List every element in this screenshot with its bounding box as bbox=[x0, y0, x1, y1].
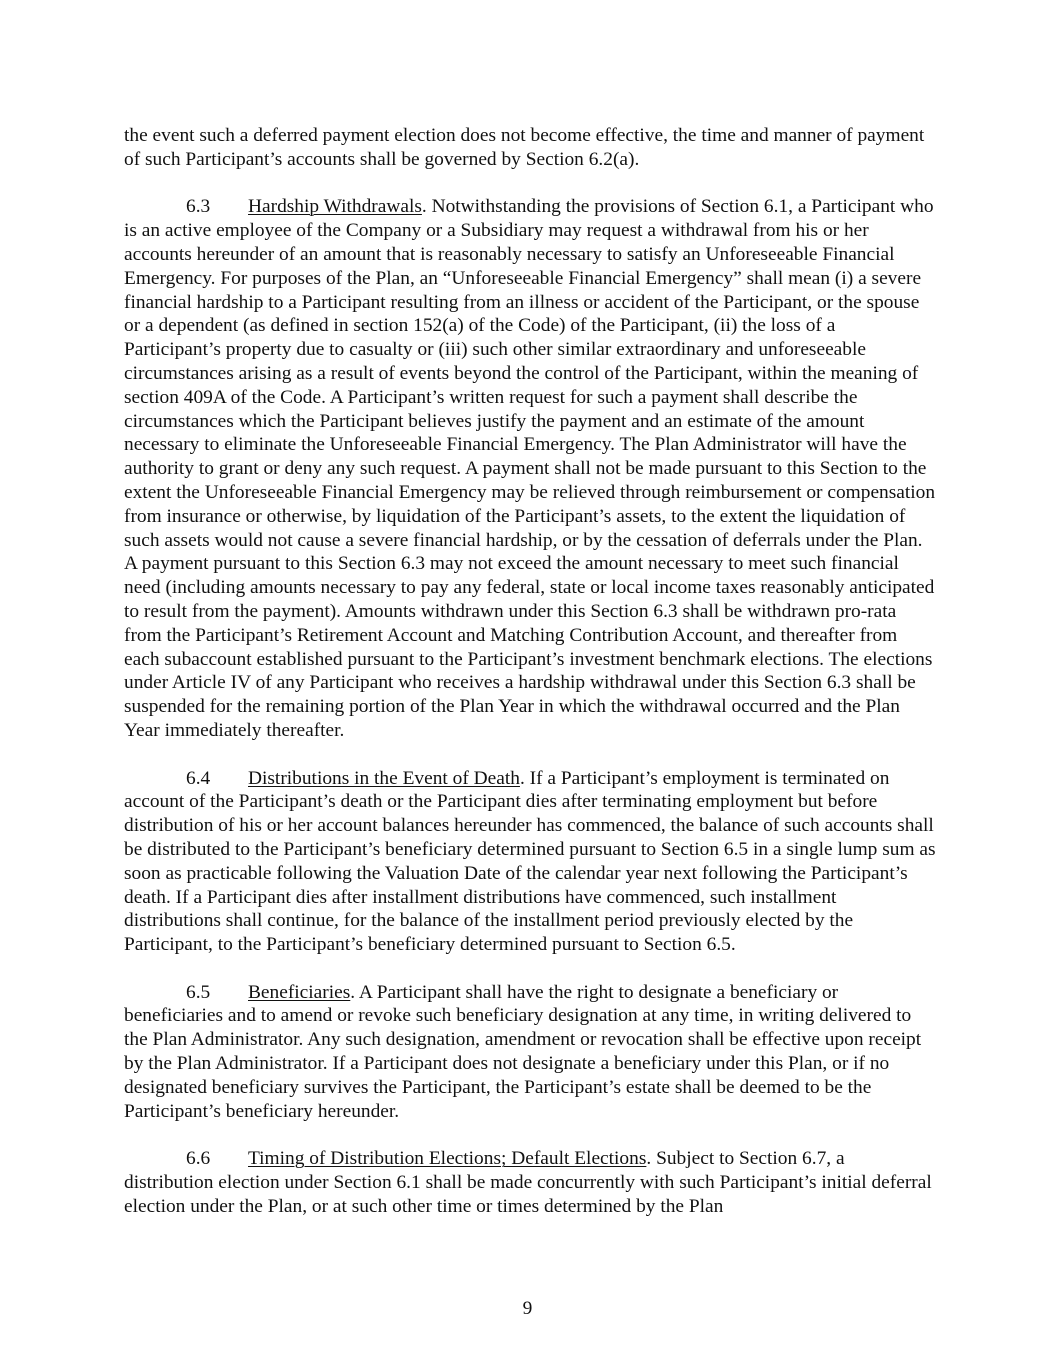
section-heading: Timing of Distribution Elections; Default Elections bbox=[248, 1148, 647, 1170]
section-number: 6.5 bbox=[186, 981, 211, 1003]
section-number: 6.4 bbox=[186, 767, 211, 789]
document-body bbox=[124, 124, 936, 1242]
section-body: A Participant shall have the right to designate a beneficiary or beneficiaries and to amend or revoke such beneficiary designation at any time, in writing delivered to the Plan Administrator. Any such designation, amendment or revocation shall be effective upon receipt by the Plan Administrator. If a Participant does not designate a beneficiary under this Plan, or if no designated beneficiary survives the Participant, the Participant’s estate shall be deemed to be the Participant’s beneficiary hereunder. bbox=[124, 981, 922, 1122]
page-number: 9 bbox=[522, 1298, 533, 1319]
section-6-3: 6.3 Hardship Withdrawals. Notwithstanding the provisions of Section 6.1, a Participant who is an active employee of the Company or a Subsidiary may request a withdrawal from his or her accounts hereunder of an amount that is reasonably necessary to satisfy an Unforeseeable Financial Emergency. For purposes of the Plan, an “Unforeseeable Financial Emergency” shall mean (i) a severe financial hardship to a Participant resulting from an illness or accident of the Participant, or the spouse or a dependent (as defined in section 152(a) of the Code) of the Participant, (ii) the loss of a Participant’s property due to casualty or (iii) such other similar extraordinary and unforeseeable circumstances arising as a result of events beyond the control of the Participant, within the meaning of section 409A of the Code. A Participant’s written request for such a payment shall describe the circumstances which the Participant believes justify the payment and an estimate of the amount necessary to eliminate the Unforeseeable Financial Emergency. The Plan Administrator will have the authority to grant or deny any such request. A payment shall not be made pursuant to this Section to the extent the Unforeseeable Financial Emergency may be relieved through reimbursement or compensation from insurance or otherwise, by liquidation of the Participant’s assets, to the extent the liquidation of such assets would not cause a severe financial hardship, or by the cessation of deferrals under the Plan. A payment pursuant to this Section 6.3 may not exceed the amount necessary to meet such financial need (including amounts necessary to pay any federal, state or local income taxes reasonably anticipated to result from the payment). Amounts withdrawn under this Section 6.3 shall be withdrawn pro-rata from the Participant’s Retirement Account and Matching Contribution Account, and thereafter from each subaccount established pursuant to the Participant’s investment benchmark elections. The elections under Article IV of any Participant who receives a hardship withdrawal under this Section 6.3 shall be suspended for the remaining portion of the Plan Year in which the withdrawal occurred and the Plan Year immediately thereafter. bbox=[124, 196, 936, 741]
section-6-6: 6.6 Timing of Distribution Elections; Default Elections. Subject to Section 6.7, a distribution election under Section 6.1 shall be made concurrently with such Participant’s initial deferral election under the Plan, or at such other time or times determined by the Plan bbox=[124, 1148, 932, 1217]
section-heading: Beneficiaries bbox=[248, 981, 351, 1003]
section-body: Subject to Section 6.7, a distribution election under Section 6.1 shall be made concurrently with such Participant’s initial deferral election under the Plan, or at such other time or times determined by the Plan bbox=[124, 1148, 932, 1217]
section-number: 6.6 bbox=[186, 1148, 211, 1170]
section-6-5: 6.5 Beneficiaries. A Participant shall have the right to designate a beneficiary or beneficiaries and to amend or revoke such beneficiary designation at any time, in writing delivered to the Plan Administrator. Any such designation, amendment or revocation shall be effective upon receipt by the Plan Administrator. If a Participant does not designate a beneficiary under this Plan, or if no designated beneficiary survives the Participant, the Participant’s estate shall be deemed to be the Participant’s beneficiary hereunder. bbox=[124, 981, 922, 1122]
section-number: 6.3 bbox=[186, 196, 211, 218]
intro-paragraph: the event such a deferred payment election does not become effective, the time and manner of payment of such Participant’s accounts shall be governed by Section 6.2(a). bbox=[124, 125, 925, 170]
section-heading: Hardship Withdrawals bbox=[248, 196, 422, 218]
section-body: If a Participant’s employment is terminated on account of the Participant’s death or the Participant dies after terminating employment but before distribution of his or her account balances hereunder has commenced, the balance of such accounts shall be distributed to the Participant’s beneficiary determined pursuant to Section 6.5 in a single lump sum as soon as practicable following the Valuation Date of the calendar year next following the Participant’s death. If a Participant dies after installment distributions have commenced, such installment distributions shall continue, for the balance of the installment period previously elected by the Participant, to the Participant’s beneficiary determined pursuant to Section 6.5. bbox=[124, 767, 936, 956]
section-6-4: 6.4 Distributions in the Event of Death. If a Participant’s employment is terminated on account of the Participant’s death or the Participant dies after terminating employment but before distribution of his or her account balances hereunder has commenced, the balance of such accounts shall be distributed to the Participant’s beneficiary determined pursuant to Section 6.5 in a single lump sum as soon as practicable following the Valuation Date of the calendar year next following the Participant’s death. If a Participant dies after installment distributions have commenced, such installment distributions shall continue, for the balance of the installment period previously elected by the Participant, to the Participant’s beneficiary determined pursuant to Section 6.5. bbox=[124, 767, 936, 956]
section-body: Notwithstanding the provisions of Section 6.1, a Participant who is an active employee of the Company or a Subsidiary may request a withdrawal from his or her accounts hereunder of an amount that is reasonably necessary to satisfy an Unforeseeable Financial Emergency. For purposes of the Plan, an “Unforeseeable Financial Emergency” shall mean (i) a severe financial hardship to a Participant resulting from an illness or accident of the Participant, or the spouse or a dependent (as defined in section 152(a) of the Code) of the Participant, (ii) the loss of a Participant’s property due to casualty or (iii) such other similar extraordinary and unforeseeable circumstances arising as a result of events beyond the control of the Participant, within the meaning of section 409A of the Code. A Participant’s written request for such a payment shall describe the circumstances which the Participant believes justify the payment and an estimate of the amount necessary to eliminate the Unforeseeable Financial Emergency. The Plan Administrator will have the authority to grant or deny any such request. A payment shall not be made pursuant to this Section to the extent the Unforeseeable Financial Emergency may be relieved through reimbursement or compensation from insurance or otherwise, by liquidation of the Participant’s assets, to the extent the liquidation of such assets would not cause a severe financial hardship, or by the cessation of deferrals under the Plan. A payment pursuant to this Section 6.3 may not exceed the amount necessary to meet such financial need (including amounts necessary to pay any federal, state or local income taxes reasonably anticipated to result from the payment). Amounts withdrawn under this Section 6.3 shall be withdrawn pro-rata from the Participant’s Retirement Account and Matching Contribution Account, and thereafter from each subaccount established pursuant to the Participant’s investment benchmark elections. The elections under Article IV of any Participant who receives a hardship withdrawal under this Section 6.3 shall be suspended for the remaining portion of the Plan Year in which the withdrawal occurred and the Plan Year immediately thereafter. bbox=[124, 196, 936, 741]
section-heading: Distributions in the Event of Death bbox=[248, 767, 520, 789]
